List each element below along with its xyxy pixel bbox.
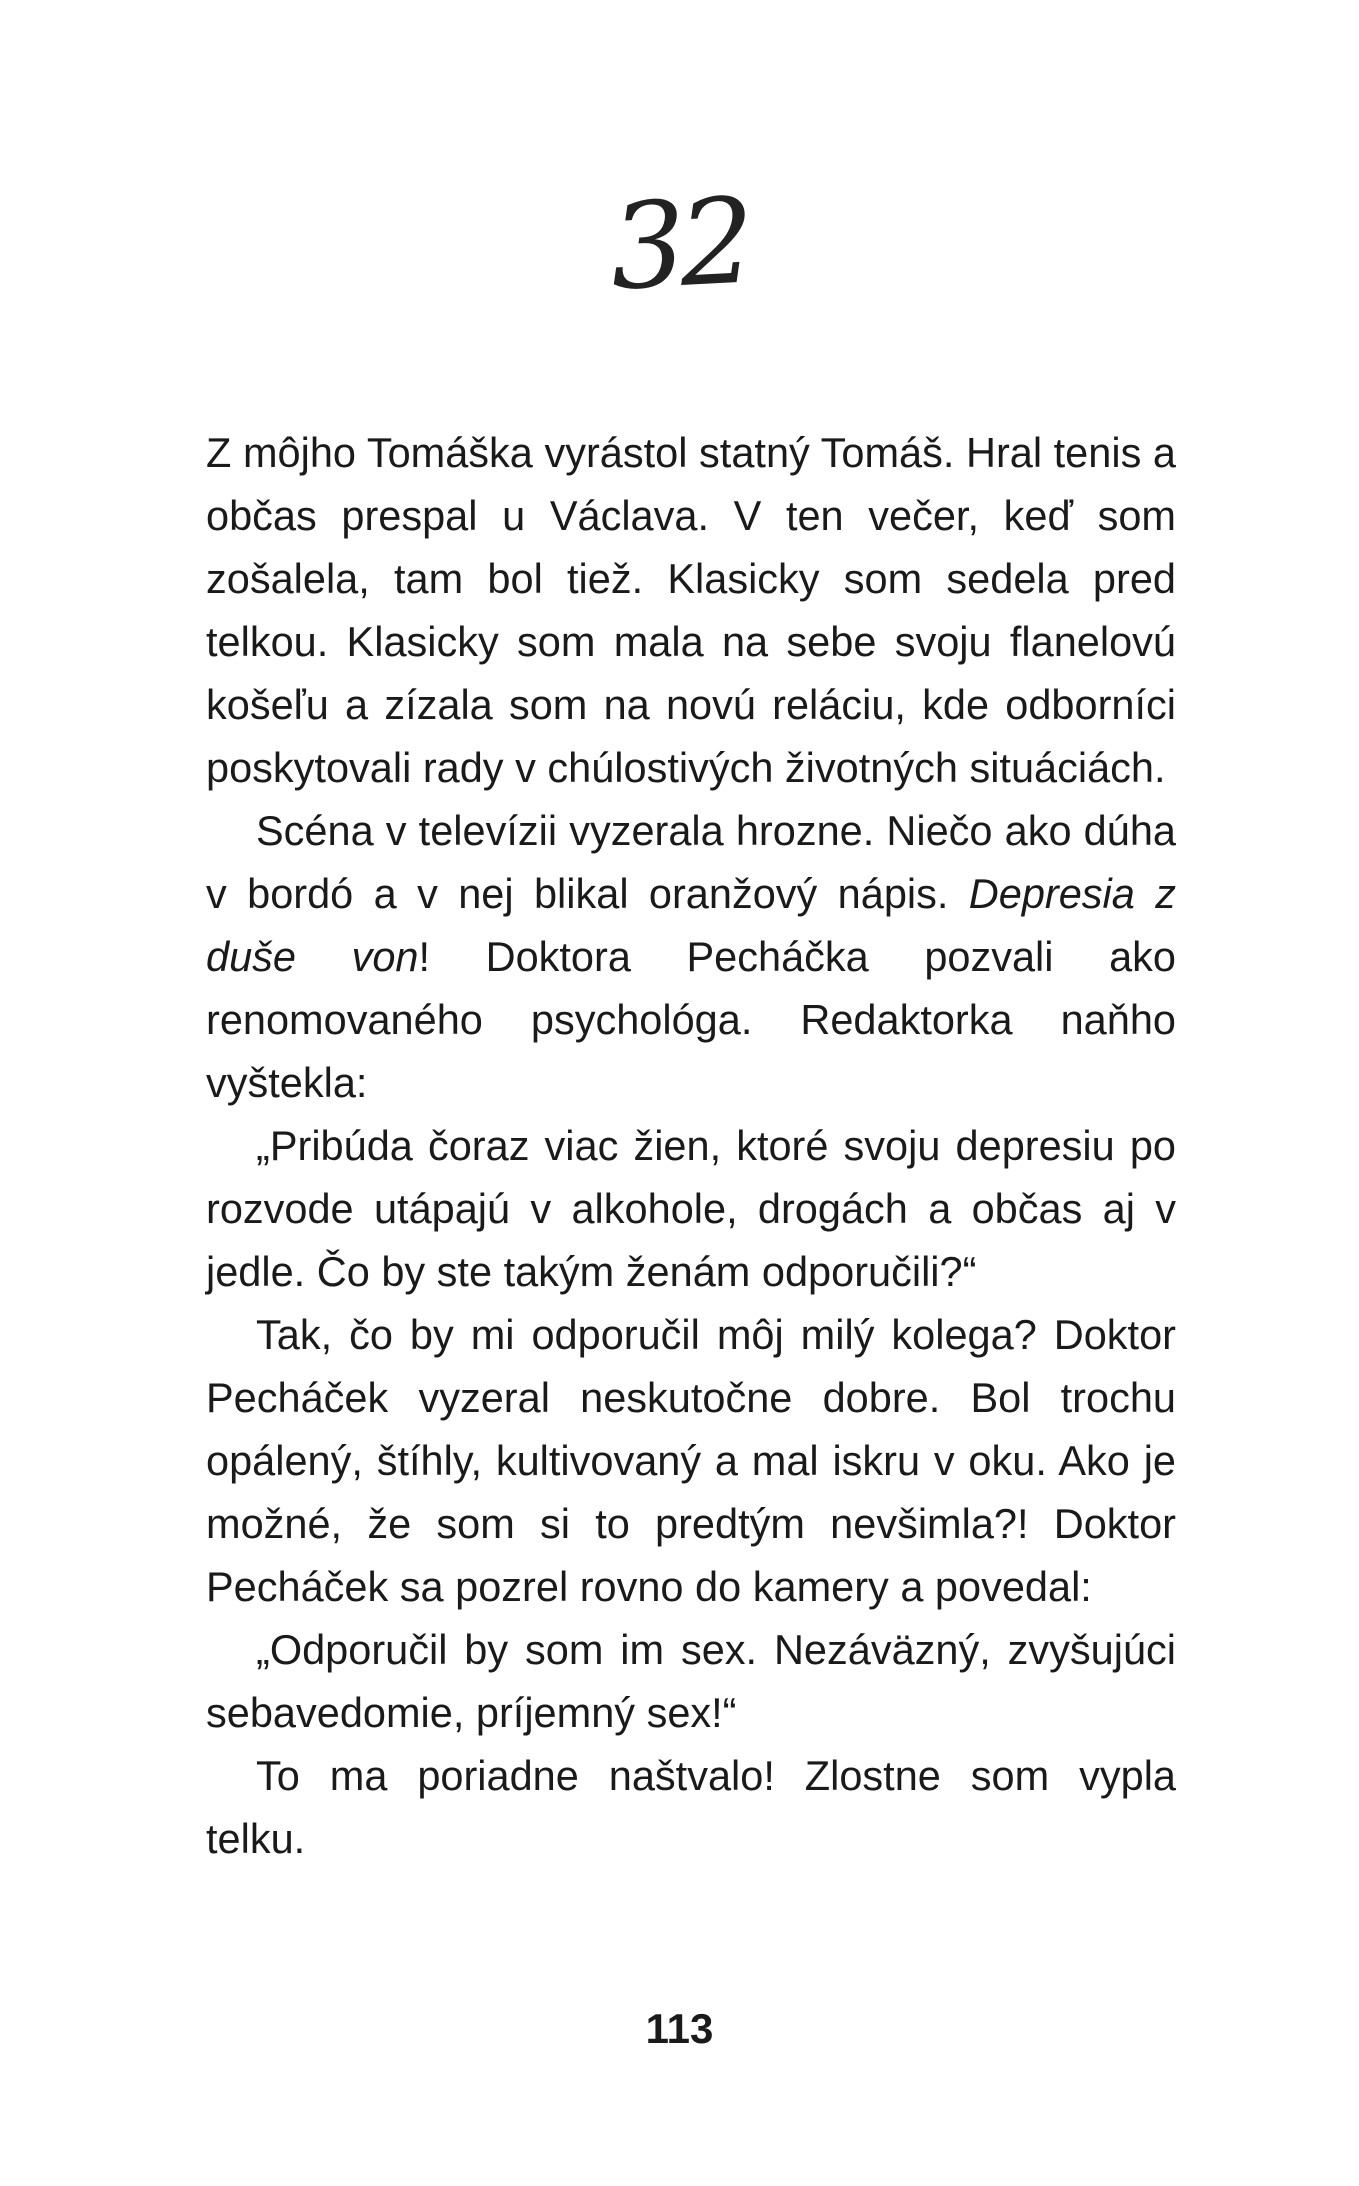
paragraph-4: Tak, čo by mi odporučil môj milý kolega? Doktor Pecháček vyzeral neskutočne dobre. Bol trochu opálený, štíhly, kultivovaný a mal iskru v oku. Ako je možné, že som si to predtým nevšimla?! Doktor Pecháček sa pozrel rovno do kamery a povedal: xyxy=(206,1311,1176,1610)
paragraph-1: Z môjho Tomáška vyrástol statný Tomáš. Hral tenis a občas prespal u Václava. V ten večer, keď som zošalela, tam bol tiež. Klasicky som sedela pred telkou. Klasicky som mala na sebe svoju flanelovú košeľu a zízala som na novú reláciu, kde odborníci poskytovali rady v chúlostivých životných situáciách. xyxy=(206,429,1176,791)
page-number: 113 xyxy=(645,2005,714,2052)
show-title-emphasis: Depresia z duše von xyxy=(206,870,1176,980)
paragraph-5: „Odporučil by som im sex. Nezáväzný, zvyšujúci sebavedomie, príjemný sex!“ xyxy=(206,1626,1176,1736)
paragraph-2-lead: Scéna v televízii vyzerala hrozne. Niečo ako dúha v bordó a v nej blikal oranžový nápis. xyxy=(206,807,1176,917)
body-text xyxy=(206,421,1176,1870)
paragraph-6: To ma poriadne naštvalo! Zlostne som vypla telku. xyxy=(206,1752,1176,1862)
paragraph-2-rest: ! Doktora Pecháčka pozvali ako renomovaného psychológa. Redaktorka naňho vyštekla: xyxy=(206,933,1176,1106)
paragraph-2 xyxy=(206,799,1176,1114)
chapter-number: 32 xyxy=(606,171,753,317)
paragraph-3: „Pribúda čoraz viac žien, ktoré svoju depresiu po rozvode utápajú v alkohole, drogách a občas aj v jedle. Čo by ste takým ženám odporučili?“ xyxy=(206,1122,1176,1295)
